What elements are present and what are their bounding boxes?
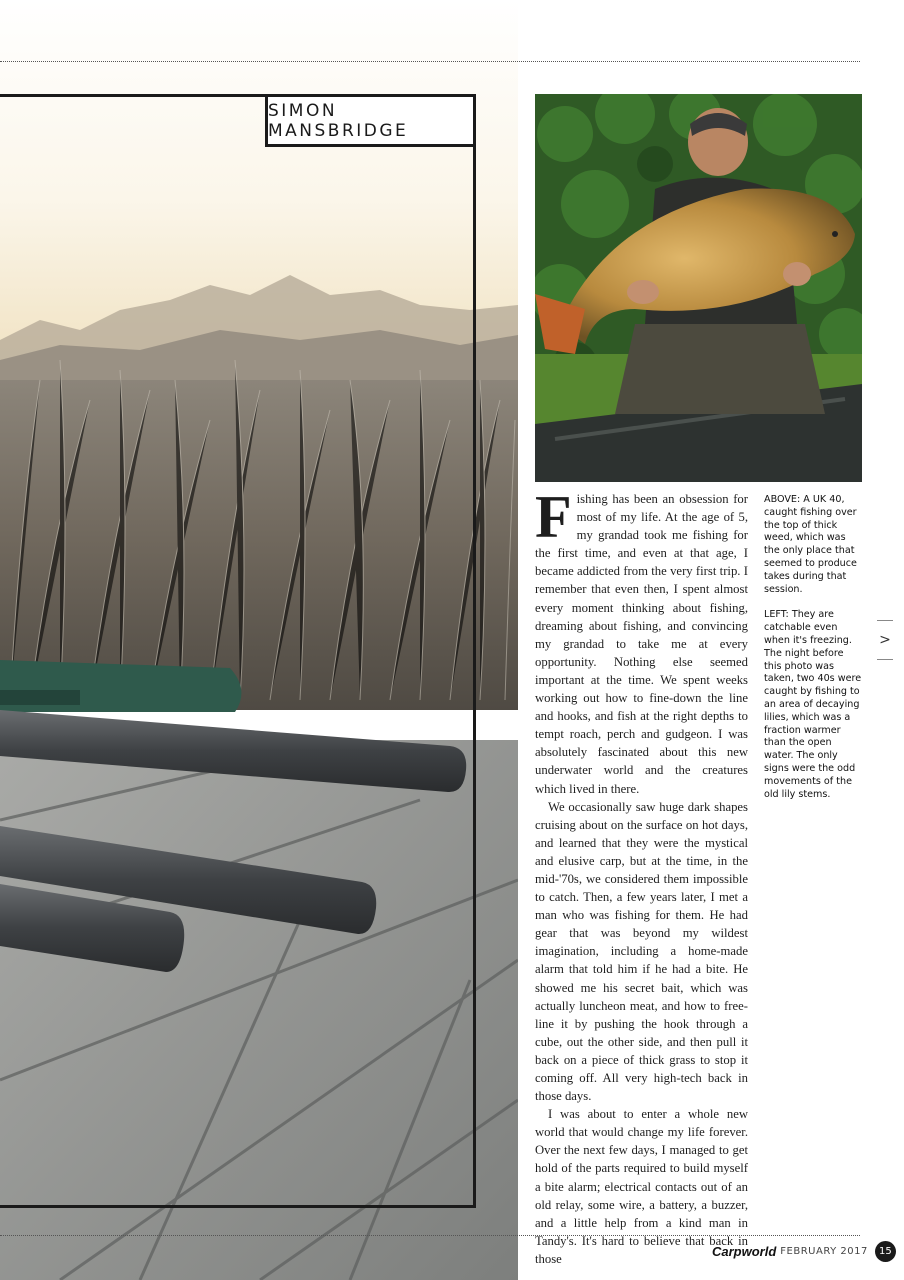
paragraph-3: I was about to enter a whole new world that would change my life forever. Over the next few days, I managed to get hold of the parts required to build myself a bite alarm; electrical contacts out of an old relay, some wire, a battery, a buzzer, and a little help from a kind man in Tandy's. It's hard to believe that back in those	[535, 1107, 748, 1266]
drop-cap: F	[535, 484, 572, 550]
angler-carp-photo	[535, 94, 862, 482]
continue-arrow-icon: >	[877, 620, 893, 660]
photo-captions	[764, 494, 862, 814]
page-number: 15	[875, 1241, 896, 1262]
issue-date: FEBRUARY 2017	[780, 1245, 868, 1257]
caption-left: LEFT: They are catchable even when it's freezing. The night before this photo was taken, two 40s were caught by fishing to an area of decaying lilies, which was a fraction warmer than the open water. The only signs were the odd movements of the old lily stems.	[764, 609, 862, 800]
paragraph-1-text: ishing has been an obsession for most of my life. At the age of 5, my grandad took me fishing for the first time, and even at that age, I became addicted from the very first trip. I remember that even then, I spent almost every moment thinking about fishing, dreaming about fishing, and convincing my grandad to take me at every opportunity. Nothing else seemed important at the time. We spent weeks working out how to fine-down the line and hooks, and fish at the right depths to tempt roach, perch and gudgeon. I was absolutely fascinated about this new underwater world and the creatures which lived in there.	[535, 492, 748, 796]
author-name: SIMON MANSBRIDGE	[265, 94, 476, 147]
paragraph-2: We occasionally saw huge dark shapes cruising about on the surface on hot days, and learned that they were the mystical and elusive carp, but at the time, in the mid-'70s, we considered them impossible to catch. Then, a few years later, I met a man who was fishing for them. He had gear that was beyond my wildest imagination, including a home-made alarm that told him if he had a bite. He showed me his secret bait, which was actually luncheon meat, and how to free-line it by pushing the hook through a cube, out the other side, and then pull it back on a piece of thick grass to stop it coming off. All very high-tech back in those days.	[535, 799, 748, 1104]
magazine-brand: Carpworld	[712, 1243, 777, 1259]
paragraph-1	[535, 484, 748, 798]
article-frame	[0, 94, 476, 1208]
article-body	[535, 484, 748, 1268]
caption-above: ABOVE: A UK 40, caught fishing over the top of thick weed, which was the only place that seemed to produce takes during that session.	[764, 494, 857, 595]
bottom-dotted-rule	[0, 1235, 860, 1236]
top-dotted-rule	[0, 61, 860, 62]
page-footer	[712, 1240, 896, 1262]
